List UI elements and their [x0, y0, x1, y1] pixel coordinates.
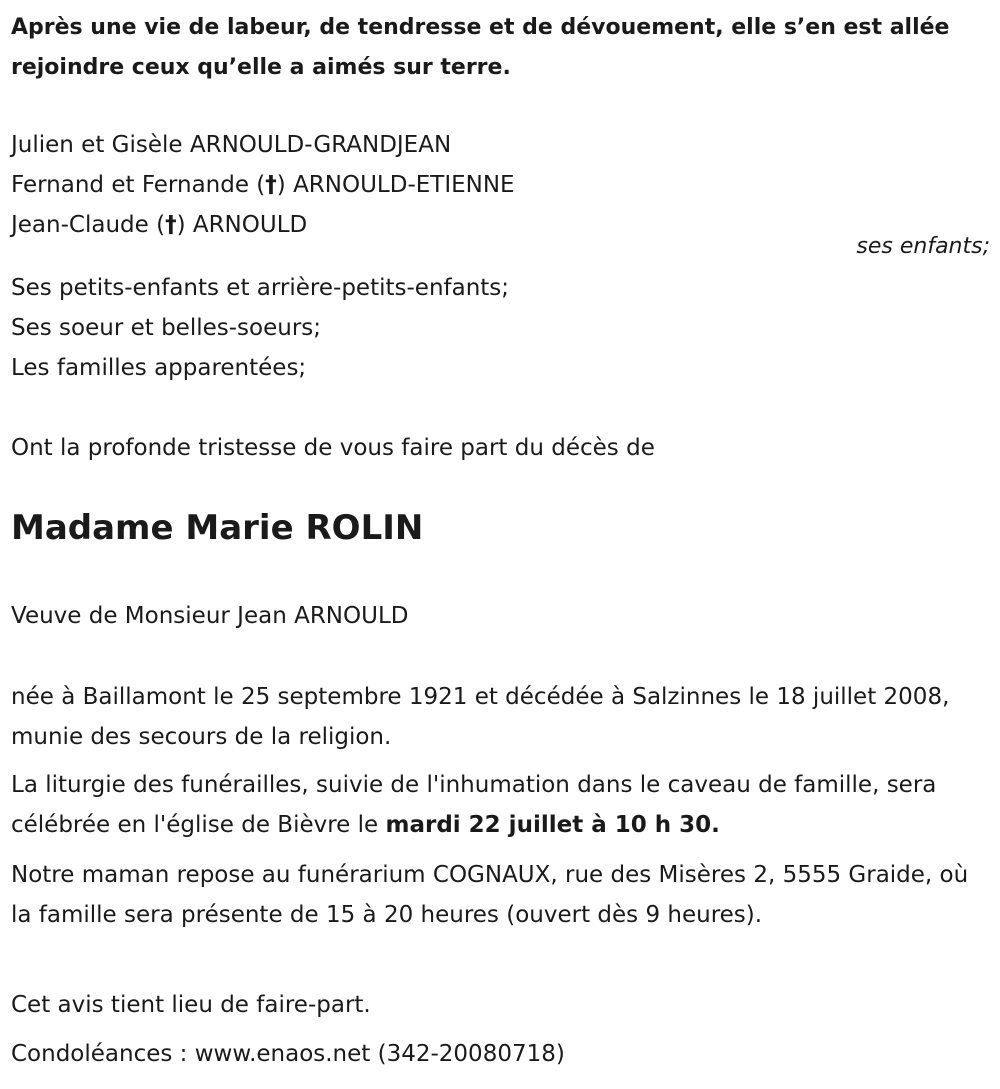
intro-text: Après une vie de labeur, de tendresse et de dévouement, elle s’en est allée rejoindre ceux qu’elle a aimés sur terre.: [11, 15, 950, 80]
relative-entry: Les familles apparentées;: [11, 355, 307, 381]
relatives-list: [11, 268, 509, 388]
deceased-name: Madame Marie ROLIN: [11, 508, 424, 548]
children-role-label: ses enfants;: [856, 234, 990, 259]
relative-entry: Ses soeur et belles-soeurs;: [11, 315, 322, 341]
child-entry: [11, 128, 515, 168]
notice-text: Cet avis tient lieu de faire-part.: [11, 992, 371, 1018]
funeral-datetime: mardi 22 juillet à 10 h 30.: [385, 812, 720, 838]
announcement-text: Ont la profonde tristesse de vous faire part du décès de: [11, 435, 655, 461]
children-list: [11, 128, 515, 248]
child-name-part: Jean-Claude (: [11, 212, 166, 238]
funeral-text: La liturgie des funérailles, suivie de l'inhumation dans le caveau de famille, sera célébrée en l'église de Bièvre le: [11, 772, 937, 838]
child-entry: [11, 208, 515, 248]
child-name-part: Fernand et Fernande (: [11, 172, 266, 198]
relative-entry: Ses petits-enfants et arrière-petits-enfants;: [11, 275, 510, 301]
deceased-cross-icon: †: [265, 172, 277, 198]
birth-death-paragraph: née à Baillamont le 25 septembre 1921 et décédée à Salzinnes le 18 juillet 2008, munie des secours de la religion.: [11, 684, 950, 750]
widow-of-text: Veuve de Monsieur Jean ARNOULD: [11, 603, 409, 629]
funeral-paragraph: [11, 765, 991, 845]
rest-paragraph: Notre maman repose au funérarium COGNAUX, rue des Misères 2, 5555 Graide, où la famille sera présente de 15 à 20 heures (ouvert dès 9 heures).: [11, 862, 969, 928]
child-entry: [11, 168, 515, 208]
child-name: Julien et Gisèle ARNOULD-GRANDJEAN: [11, 132, 452, 158]
condolences-text: Condoléances : www.enaos.net (342-20080718): [11, 1041, 565, 1067]
child-name-part: ) ARNOULD-ETIENNE: [276, 172, 515, 198]
deceased-cross-icon: †: [165, 212, 177, 238]
child-name-part: ) ARNOULD: [176, 212, 308, 238]
